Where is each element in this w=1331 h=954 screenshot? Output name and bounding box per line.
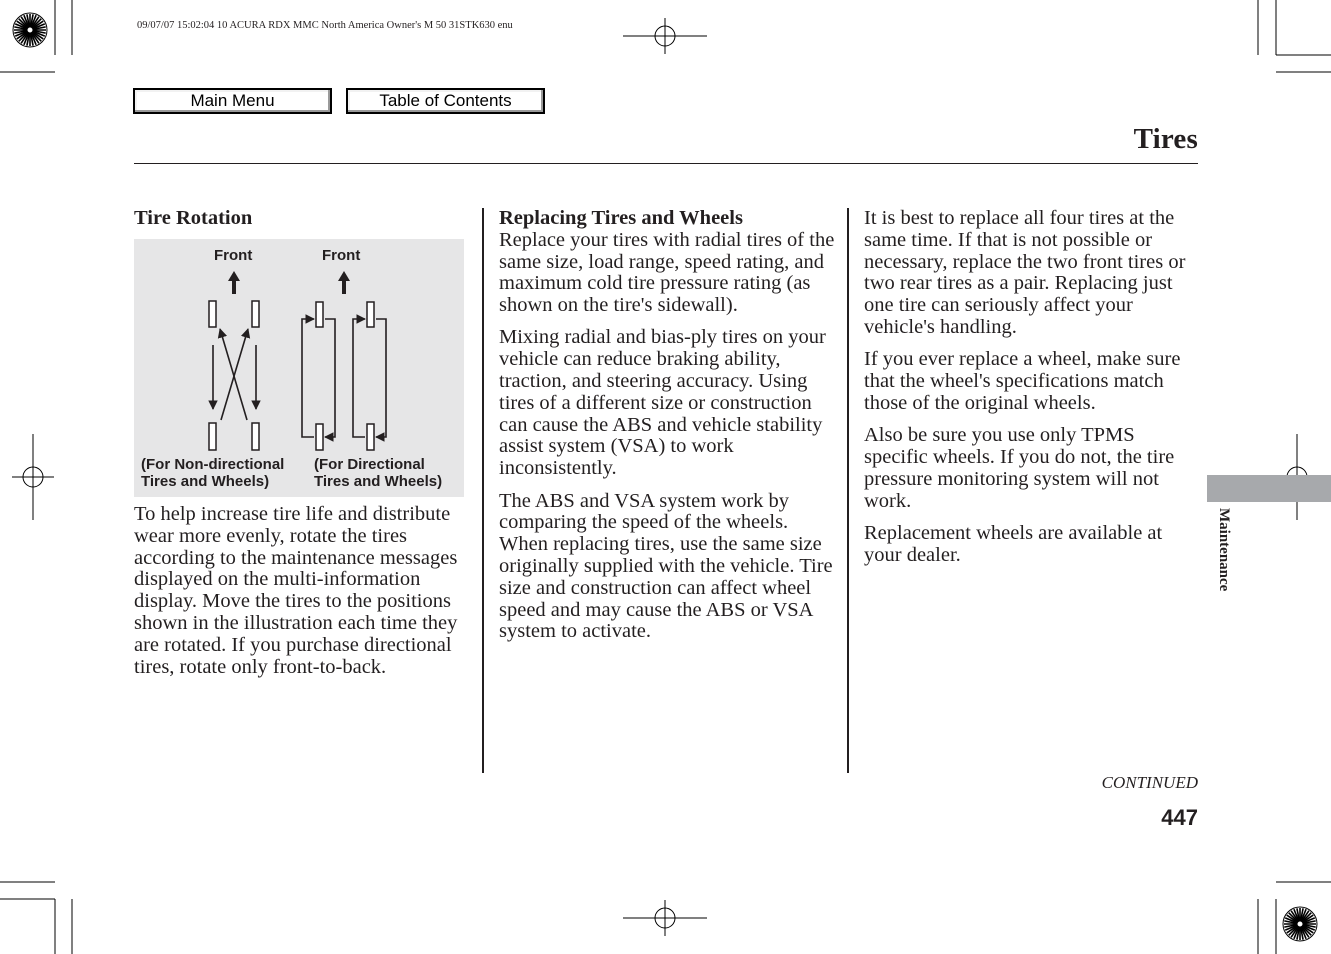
body-paragraph: If you ever replace a wheel, make sure that the wheel's specifications match those of the original wheels.	[864, 348, 1181, 414]
front-label: Front	[322, 247, 361, 264]
column-replacing-wheels	[864, 208, 1200, 577]
front-arrow-icon	[228, 271, 350, 294]
main-menu-button[interactable]: Main Menu	[133, 88, 332, 114]
body-paragraph: Replace your tires with radial tires of the same size, load range, speed rating, and maximum cold tire pressure rating (as shown on the tire's sidewall).	[499, 228, 835, 317]
caption-line: (For Non-directional	[141, 456, 285, 473]
body-paragraph: Replacement wheels are available at your dealer.	[864, 521, 1163, 566]
body-paragraph: Also be sure you use only TPMS specific wheels. If you do not, the tire pressure monitoring system will not work.	[864, 424, 1175, 512]
front-label: Front	[214, 247, 253, 264]
caption-line: Tires and Wheels)	[314, 473, 443, 490]
column-divider	[482, 208, 484, 773]
column-tire-rotation	[134, 208, 466, 230]
body-paragraph: It is best to replace all four tires at the same time. If that is not possible or necessary, replace the two front tires or two rear tires as a pair. Replacing just one tire can seriously affect your vehicle's handling.	[864, 207, 1186, 338]
body-paragraph: Mixing radial and bias-ply tires on your vehicle can reduce braking ability, traction, and steering accuracy. Using tires of a different size or construction can cause the ABS and vehicle stability assist system (VSA) to work inconsistently.	[499, 326, 826, 480]
caption-line: Tires and Wheels)	[141, 473, 270, 490]
body-paragraph: The ABS and VSA system work by comparing the speed of the wheels. When replacing tires, use the same size originally supplied with the vehicle. Tire size and construction can affect wheel speed and may cause the ABS or VSA system to activate.	[499, 489, 833, 643]
title-divider	[134, 163, 1198, 164]
table-of-contents-button[interactable]: Table of Contents	[346, 88, 545, 114]
page-title: Tires	[1133, 123, 1198, 155]
caption-line: (For Directional	[314, 456, 425, 473]
section-heading: Replacing Tires and Wheels	[499, 207, 743, 229]
body-paragraph: To help increase tire life and distribute wear more evenly, rotate the tires according to the maintenance messages displayed on the multi-information display. Move the tires to the positions shown in the illustration each time they are rotated. If you purchase directional tires, rotate only front-to-back.	[134, 503, 458, 678]
print-header: 09/07/07 15:02:04 10 ACURA RDX MMC North America Owner's M 50 31STK630 enu	[137, 20, 513, 31]
caption-directional	[314, 456, 442, 490]
section-tab-text: Maintenance	[1216, 508, 1232, 592]
section-tab	[1207, 475, 1331, 502]
tire-rotation-figure	[134, 239, 464, 497]
caption-non-directional	[141, 456, 284, 490]
tire-rotation-text	[134, 504, 468, 689]
column-divider	[847, 208, 849, 773]
column-replacing-tires	[499, 208, 835, 654]
continued-label: CONTINUED	[1101, 773, 1198, 792]
section-heading: Tire Rotation	[134, 207, 253, 229]
page-number: 447	[1161, 805, 1198, 830]
